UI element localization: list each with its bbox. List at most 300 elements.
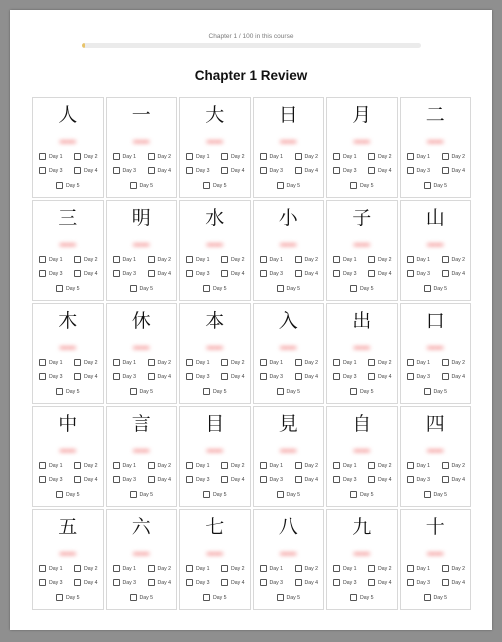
day-2-checkbox[interactable] — [368, 565, 392, 572]
kanji-reading-hidden[interactable]: ▬▬ — [59, 548, 76, 557]
checkbox-icon[interactable] — [277, 388, 284, 395]
day-1-checkbox[interactable] — [333, 359, 357, 366]
checkbox-icon[interactable] — [113, 462, 120, 469]
day-3-checkbox[interactable] — [407, 373, 431, 380]
kanji-reading-hidden[interactable]: ▬▬ — [280, 548, 297, 557]
day-5-checkbox[interactable] — [424, 594, 448, 601]
day-2-checkbox[interactable] — [221, 462, 245, 469]
checkbox-icon[interactable] — [333, 373, 340, 380]
checkbox-icon[interactable] — [221, 565, 228, 572]
day-4-checkbox[interactable] — [74, 579, 98, 586]
day-1-checkbox[interactable] — [407, 359, 431, 366]
day-1-checkbox[interactable] — [39, 153, 63, 160]
checkbox-icon[interactable] — [221, 462, 228, 469]
checkbox-icon[interactable] — [333, 153, 340, 160]
kanji-reading-hidden[interactable]: ▬▬ — [59, 445, 76, 454]
checkbox-icon[interactable] — [130, 594, 137, 601]
kanji-reading-hidden[interactable]: ▬▬ — [280, 136, 297, 145]
kanji-reading-hidden[interactable]: ▬▬ — [206, 548, 223, 557]
checkbox-icon[interactable] — [295, 153, 302, 160]
checkbox-icon[interactable] — [39, 153, 46, 160]
checkbox-icon[interactable] — [442, 373, 449, 380]
checkbox-icon[interactable] — [39, 565, 46, 572]
day-4-checkbox[interactable] — [368, 270, 392, 277]
day-4-checkbox[interactable] — [221, 476, 245, 483]
day-5-checkbox[interactable] — [56, 285, 80, 292]
day-1-checkbox[interactable] — [260, 565, 284, 572]
day-3-checkbox[interactable] — [260, 270, 284, 277]
checkbox-icon[interactable] — [442, 359, 449, 366]
day-5-checkbox[interactable] — [277, 388, 301, 395]
checkbox-icon[interactable] — [148, 256, 155, 263]
checkbox-icon[interactable] — [260, 462, 267, 469]
day-4-checkbox[interactable] — [368, 373, 392, 380]
day-2-checkbox[interactable] — [148, 359, 172, 366]
day-2-checkbox[interactable] — [148, 565, 172, 572]
checkbox-icon[interactable] — [277, 594, 284, 601]
checkbox-icon[interactable] — [186, 270, 193, 277]
checkbox-icon[interactable] — [368, 565, 375, 572]
checkbox-icon[interactable] — [368, 373, 375, 380]
kanji-reading-hidden[interactable]: ▬▬ — [206, 136, 223, 145]
day-2-checkbox[interactable] — [368, 256, 392, 263]
day-1-checkbox[interactable] — [186, 565, 210, 572]
day-1-checkbox[interactable] — [113, 462, 137, 469]
day-2-checkbox[interactable] — [221, 256, 245, 263]
day-2-checkbox[interactable] — [74, 256, 98, 263]
day-3-checkbox[interactable] — [113, 270, 137, 277]
checkbox-icon[interactable] — [407, 565, 414, 572]
day-2-checkbox[interactable] — [295, 153, 319, 160]
checkbox-icon[interactable] — [442, 462, 449, 469]
checkbox-icon[interactable] — [186, 476, 193, 483]
day-2-checkbox[interactable] — [442, 153, 466, 160]
day-3-checkbox[interactable] — [39, 373, 63, 380]
kanji-reading-hidden[interactable]: ▬▬ — [353, 239, 370, 248]
day-4-checkbox[interactable] — [442, 476, 466, 483]
day-1-checkbox[interactable] — [407, 256, 431, 263]
checkbox-icon[interactable] — [368, 167, 375, 174]
day-4-checkbox[interactable] — [295, 167, 319, 174]
kanji-reading-hidden[interactable]: ▬▬ — [353, 548, 370, 557]
day-3-checkbox[interactable] — [260, 167, 284, 174]
day-3-checkbox[interactable] — [260, 373, 284, 380]
day-3-checkbox[interactable] — [186, 167, 210, 174]
checkbox-icon[interactable] — [203, 594, 210, 601]
day-1-checkbox[interactable] — [407, 462, 431, 469]
checkbox-icon[interactable] — [333, 476, 340, 483]
day-4-checkbox[interactable] — [221, 167, 245, 174]
checkbox-icon[interactable] — [260, 270, 267, 277]
day-4-checkbox[interactable] — [368, 167, 392, 174]
day-5-checkbox[interactable] — [203, 182, 227, 189]
day-2-checkbox[interactable] — [74, 565, 98, 572]
day-5-checkbox[interactable] — [277, 594, 301, 601]
kanji-reading-hidden[interactable]: ▬▬ — [427, 445, 444, 454]
checkbox-icon[interactable] — [74, 373, 81, 380]
checkbox-icon[interactable] — [295, 270, 302, 277]
day-1-checkbox[interactable] — [407, 153, 431, 160]
day-5-checkbox[interactable] — [130, 491, 154, 498]
day-2-checkbox[interactable] — [74, 462, 98, 469]
checkbox-icon[interactable] — [333, 462, 340, 469]
kanji-reading-hidden[interactable]: ▬▬ — [59, 239, 76, 248]
checkbox-icon[interactable] — [56, 388, 63, 395]
day-4-checkbox[interactable] — [221, 270, 245, 277]
day-1-checkbox[interactable] — [260, 256, 284, 263]
day-5-checkbox[interactable] — [424, 388, 448, 395]
checkbox-icon[interactable] — [295, 359, 302, 366]
checkbox-icon[interactable] — [295, 373, 302, 380]
day-4-checkbox[interactable] — [442, 167, 466, 174]
kanji-reading-hidden[interactable]: ▬▬ — [206, 342, 223, 351]
day-3-checkbox[interactable] — [113, 476, 137, 483]
checkbox-icon[interactable] — [424, 285, 431, 292]
day-4-checkbox[interactable] — [148, 579, 172, 586]
checkbox-icon[interactable] — [368, 256, 375, 263]
kanji-reading-hidden[interactable]: ▬▬ — [353, 342, 370, 351]
checkbox-icon[interactable] — [221, 270, 228, 277]
day-4-checkbox[interactable] — [442, 373, 466, 380]
checkbox-icon[interactable] — [368, 153, 375, 160]
checkbox-icon[interactable] — [186, 256, 193, 263]
checkbox-icon[interactable] — [407, 359, 414, 366]
checkbox-icon[interactable] — [277, 285, 284, 292]
day-1-checkbox[interactable] — [39, 256, 63, 263]
day-5-checkbox[interactable] — [56, 388, 80, 395]
kanji-reading-hidden[interactable]: ▬▬ — [353, 136, 370, 145]
checkbox-icon[interactable] — [442, 579, 449, 586]
checkbox-icon[interactable] — [113, 359, 120, 366]
day-3-checkbox[interactable] — [333, 373, 357, 380]
day-2-checkbox[interactable] — [221, 359, 245, 366]
day-5-checkbox[interactable] — [203, 594, 227, 601]
checkbox-icon[interactable] — [407, 462, 414, 469]
day-2-checkbox[interactable] — [442, 565, 466, 572]
checkbox-icon[interactable] — [186, 167, 193, 174]
checkbox-icon[interactable] — [221, 373, 228, 380]
day-4-checkbox[interactable] — [295, 270, 319, 277]
day-1-checkbox[interactable] — [39, 565, 63, 572]
kanji-reading-hidden[interactable]: ▬▬ — [427, 342, 444, 351]
day-5-checkbox[interactable] — [277, 491, 301, 498]
checkbox-icon[interactable] — [113, 270, 120, 277]
checkbox-icon[interactable] — [260, 579, 267, 586]
checkbox-icon[interactable] — [442, 476, 449, 483]
day-3-checkbox[interactable] — [39, 476, 63, 483]
day-3-checkbox[interactable] — [113, 579, 137, 586]
day-1-checkbox[interactable] — [333, 256, 357, 263]
day-3-checkbox[interactable] — [260, 579, 284, 586]
day-1-checkbox[interactable] — [186, 153, 210, 160]
day-2-checkbox[interactable] — [442, 256, 466, 263]
checkbox-icon[interactable] — [56, 594, 63, 601]
day-2-checkbox[interactable] — [74, 359, 98, 366]
day-5-checkbox[interactable] — [130, 594, 154, 601]
checkbox-icon[interactable] — [221, 153, 228, 160]
checkbox-icon[interactable] — [260, 359, 267, 366]
day-3-checkbox[interactable] — [113, 373, 137, 380]
day-1-checkbox[interactable] — [186, 462, 210, 469]
day-2-checkbox[interactable] — [295, 256, 319, 263]
checkbox-icon[interactable] — [333, 167, 340, 174]
checkbox-icon[interactable] — [113, 373, 120, 380]
day-2-checkbox[interactable] — [368, 153, 392, 160]
checkbox-icon[interactable] — [203, 285, 210, 292]
day-5-checkbox[interactable] — [203, 388, 227, 395]
day-2-checkbox[interactable] — [295, 359, 319, 366]
checkbox-icon[interactable] — [295, 565, 302, 572]
day-4-checkbox[interactable] — [148, 270, 172, 277]
checkbox-icon[interactable] — [424, 491, 431, 498]
day-1-checkbox[interactable] — [113, 256, 137, 263]
checkbox-icon[interactable] — [333, 270, 340, 277]
checkbox-icon[interactable] — [130, 388, 137, 395]
checkbox-icon[interactable] — [350, 285, 357, 292]
checkbox-icon[interactable] — [74, 270, 81, 277]
day-2-checkbox[interactable] — [295, 462, 319, 469]
checkbox-icon[interactable] — [407, 167, 414, 174]
checkbox-icon[interactable] — [368, 462, 375, 469]
day-4-checkbox[interactable] — [295, 373, 319, 380]
checkbox-icon[interactable] — [350, 388, 357, 395]
kanji-reading-hidden[interactable]: ▬▬ — [353, 445, 370, 454]
day-5-checkbox[interactable] — [130, 388, 154, 395]
day-3-checkbox[interactable] — [186, 476, 210, 483]
day-1-checkbox[interactable] — [39, 462, 63, 469]
checkbox-icon[interactable] — [148, 579, 155, 586]
checkbox-icon[interactable] — [295, 167, 302, 174]
checkbox-icon[interactable] — [442, 256, 449, 263]
checkbox-icon[interactable] — [203, 491, 210, 498]
day-4-checkbox[interactable] — [74, 476, 98, 483]
checkbox-icon[interactable] — [260, 153, 267, 160]
checkbox-icon[interactable] — [148, 359, 155, 366]
checkbox-icon[interactable] — [368, 359, 375, 366]
day-1-checkbox[interactable] — [333, 565, 357, 572]
checkbox-icon[interactable] — [407, 270, 414, 277]
checkbox-icon[interactable] — [333, 359, 340, 366]
checkbox-icon[interactable] — [186, 565, 193, 572]
day-3-checkbox[interactable] — [39, 579, 63, 586]
checkbox-icon[interactable] — [148, 153, 155, 160]
checkbox-icon[interactable] — [350, 594, 357, 601]
checkbox-icon[interactable] — [260, 476, 267, 483]
day-4-checkbox[interactable] — [221, 579, 245, 586]
checkbox-icon[interactable] — [113, 153, 120, 160]
checkbox-icon[interactable] — [186, 359, 193, 366]
kanji-reading-hidden[interactable]: ▬▬ — [59, 342, 76, 351]
checkbox-icon[interactable] — [295, 256, 302, 263]
checkbox-icon[interactable] — [295, 462, 302, 469]
checkbox-icon[interactable] — [113, 565, 120, 572]
day-4-checkbox[interactable] — [442, 579, 466, 586]
checkbox-icon[interactable] — [39, 476, 46, 483]
checkbox-icon[interactable] — [148, 476, 155, 483]
day-2-checkbox[interactable] — [221, 153, 245, 160]
day-1-checkbox[interactable] — [186, 359, 210, 366]
day-4-checkbox[interactable] — [221, 373, 245, 380]
checkbox-icon[interactable] — [39, 270, 46, 277]
day-1-checkbox[interactable] — [260, 153, 284, 160]
day-4-checkbox[interactable] — [148, 167, 172, 174]
kanji-reading-hidden[interactable]: ▬▬ — [206, 445, 223, 454]
day-1-checkbox[interactable] — [113, 359, 137, 366]
day-1-checkbox[interactable] — [333, 462, 357, 469]
checkbox-icon[interactable] — [39, 462, 46, 469]
checkbox-icon[interactable] — [74, 256, 81, 263]
day-1-checkbox[interactable] — [39, 359, 63, 366]
day-5-checkbox[interactable] — [130, 182, 154, 189]
day-1-checkbox[interactable] — [113, 153, 137, 160]
checkbox-icon[interactable] — [39, 256, 46, 263]
checkbox-icon[interactable] — [260, 565, 267, 572]
day-3-checkbox[interactable] — [407, 167, 431, 174]
checkbox-icon[interactable] — [113, 167, 120, 174]
day-5-checkbox[interactable] — [424, 491, 448, 498]
day-4-checkbox[interactable] — [74, 270, 98, 277]
day-2-checkbox[interactable] — [148, 462, 172, 469]
checkbox-icon[interactable] — [186, 462, 193, 469]
checkbox-icon[interactable] — [333, 256, 340, 263]
day-4-checkbox[interactable] — [74, 167, 98, 174]
checkbox-icon[interactable] — [130, 285, 137, 292]
checkbox-icon[interactable] — [442, 167, 449, 174]
checkbox-icon[interactable] — [368, 579, 375, 586]
day-1-checkbox[interactable] — [186, 256, 210, 263]
day-5-checkbox[interactable] — [350, 285, 374, 292]
day-5-checkbox[interactable] — [350, 491, 374, 498]
day-5-checkbox[interactable] — [130, 285, 154, 292]
checkbox-icon[interactable] — [424, 388, 431, 395]
checkbox-icon[interactable] — [368, 476, 375, 483]
checkbox-icon[interactable] — [56, 285, 63, 292]
checkbox-icon[interactable] — [148, 462, 155, 469]
kanji-reading-hidden[interactable]: ▬▬ — [59, 136, 76, 145]
day-5-checkbox[interactable] — [56, 594, 80, 601]
checkbox-icon[interactable] — [148, 167, 155, 174]
day-3-checkbox[interactable] — [186, 270, 210, 277]
day-3-checkbox[interactable] — [407, 476, 431, 483]
day-3-checkbox[interactable] — [407, 579, 431, 586]
day-2-checkbox[interactable] — [368, 462, 392, 469]
checkbox-icon[interactable] — [277, 491, 284, 498]
checkbox-icon[interactable] — [56, 182, 63, 189]
checkbox-icon[interactable] — [350, 182, 357, 189]
kanji-reading-hidden[interactable]: ▬▬ — [280, 445, 297, 454]
checkbox-icon[interactable] — [203, 182, 210, 189]
kanji-reading-hidden[interactable]: ▬▬ — [280, 239, 297, 248]
checkbox-icon[interactable] — [407, 476, 414, 483]
checkbox-icon[interactable] — [39, 373, 46, 380]
day-3-checkbox[interactable] — [407, 270, 431, 277]
kanji-reading-hidden[interactable]: ▬▬ — [427, 239, 444, 248]
checkbox-icon[interactable] — [74, 476, 81, 483]
day-2-checkbox[interactable] — [368, 359, 392, 366]
day-3-checkbox[interactable] — [333, 270, 357, 277]
checkbox-icon[interactable] — [260, 373, 267, 380]
kanji-reading-hidden[interactable]: ▬▬ — [133, 239, 150, 248]
checkbox-icon[interactable] — [260, 256, 267, 263]
checkbox-icon[interactable] — [186, 373, 193, 380]
day-3-checkbox[interactable] — [186, 579, 210, 586]
day-2-checkbox[interactable] — [442, 462, 466, 469]
day-3-checkbox[interactable] — [333, 476, 357, 483]
checkbox-icon[interactable] — [113, 579, 120, 586]
checkbox-icon[interactable] — [148, 565, 155, 572]
day-5-checkbox[interactable] — [350, 594, 374, 601]
kanji-reading-hidden[interactable]: ▬▬ — [133, 342, 150, 351]
checkbox-icon[interactable] — [74, 565, 81, 572]
checkbox-icon[interactable] — [56, 491, 63, 498]
kanji-reading-hidden[interactable]: ▬▬ — [427, 136, 444, 145]
day-2-checkbox[interactable] — [442, 359, 466, 366]
day-2-checkbox[interactable] — [74, 153, 98, 160]
day-3-checkbox[interactable] — [333, 167, 357, 174]
checkbox-icon[interactable] — [130, 491, 137, 498]
day-4-checkbox[interactable] — [148, 373, 172, 380]
checkbox-icon[interactable] — [221, 256, 228, 263]
day-3-checkbox[interactable] — [260, 476, 284, 483]
checkbox-icon[interactable] — [333, 579, 340, 586]
checkbox-icon[interactable] — [221, 579, 228, 586]
checkbox-icon[interactable] — [130, 182, 137, 189]
day-3-checkbox[interactable] — [186, 373, 210, 380]
kanji-reading-hidden[interactable]: ▬▬ — [427, 548, 444, 557]
day-5-checkbox[interactable] — [350, 182, 374, 189]
day-5-checkbox[interactable] — [424, 182, 448, 189]
day-4-checkbox[interactable] — [148, 476, 172, 483]
checkbox-icon[interactable] — [74, 167, 81, 174]
day-5-checkbox[interactable] — [203, 285, 227, 292]
day-1-checkbox[interactable] — [260, 462, 284, 469]
checkbox-icon[interactable] — [407, 153, 414, 160]
day-2-checkbox[interactable] — [295, 565, 319, 572]
checkbox-icon[interactable] — [407, 256, 414, 263]
day-3-checkbox[interactable] — [39, 270, 63, 277]
day-1-checkbox[interactable] — [333, 153, 357, 160]
checkbox-icon[interactable] — [39, 359, 46, 366]
checkbox-icon[interactable] — [74, 579, 81, 586]
checkbox-icon[interactable] — [260, 167, 267, 174]
checkbox-icon[interactable] — [350, 491, 357, 498]
kanji-reading-hidden[interactable]: ▬▬ — [133, 548, 150, 557]
checkbox-icon[interactable] — [39, 579, 46, 586]
kanji-reading-hidden[interactable]: ▬▬ — [133, 445, 150, 454]
checkbox-icon[interactable] — [277, 182, 284, 189]
checkbox-icon[interactable] — [39, 167, 46, 174]
checkbox-icon[interactable] — [74, 153, 81, 160]
checkbox-icon[interactable] — [407, 579, 414, 586]
checkbox-icon[interactable] — [333, 565, 340, 572]
checkbox-icon[interactable] — [295, 476, 302, 483]
day-4-checkbox[interactable] — [368, 579, 392, 586]
checkbox-icon[interactable] — [424, 182, 431, 189]
checkbox-icon[interactable] — [221, 476, 228, 483]
kanji-reading-hidden[interactable]: ▬▬ — [206, 239, 223, 248]
day-4-checkbox[interactable] — [368, 476, 392, 483]
day-3-checkbox[interactable] — [333, 579, 357, 586]
day-5-checkbox[interactable] — [350, 388, 374, 395]
day-5-checkbox[interactable] — [277, 285, 301, 292]
checkbox-icon[interactable] — [74, 359, 81, 366]
day-2-checkbox[interactable] — [221, 565, 245, 572]
day-1-checkbox[interactable] — [407, 565, 431, 572]
day-4-checkbox[interactable] — [74, 373, 98, 380]
day-4-checkbox[interactable] — [295, 579, 319, 586]
checkbox-icon[interactable] — [186, 579, 193, 586]
kanji-reading-hidden[interactable]: ▬▬ — [133, 136, 150, 145]
